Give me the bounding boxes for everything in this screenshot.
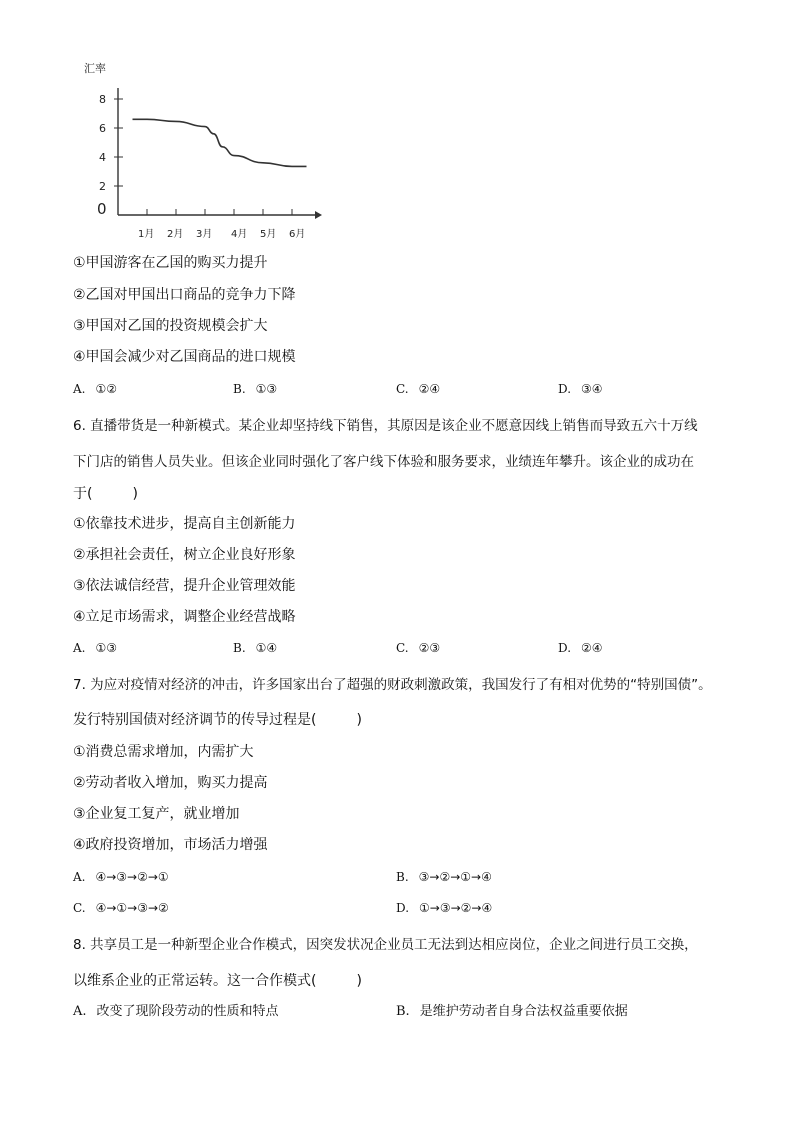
q6-statement-2: ②承担社会责任，树立企业良好形象 (73, 547, 296, 563)
q6-statement-4: ④立足市场需求，调整企业经营战略 (73, 609, 296, 625)
exchange-rate-line (133, 119, 307, 166)
q6-option-d[interactable]: D. ②④ (558, 641, 603, 655)
y-tick-label: 2 (99, 180, 106, 193)
x-axis-arrow (315, 211, 322, 219)
y-tick-label: 6 (99, 122, 106, 135)
q6-stem-line-1: 6. 直播带货是一种新模式。某企业却坚持线下销售，其原因是该企业不愿意因线上销售而导致五六十万线 (73, 418, 698, 434)
y-tick-label: 4 (99, 151, 106, 164)
x-tick-label: 5月 (260, 229, 277, 240)
q6-option-a[interactable]: A. ①③ (73, 641, 117, 655)
y-tick-label: 8 (99, 93, 106, 106)
x-tick-group (138, 209, 305, 240)
q8-option-b[interactable]: B. 是维护劳动者自身合法权益重要依据 (396, 1004, 628, 1019)
x-tick-label: 3月 (196, 229, 213, 240)
q6-statement-3: ③依法诚信经营，提升企业管理效能 (73, 578, 296, 594)
q7-option-a[interactable]: A. ④→③→②→① (73, 870, 169, 884)
q8-stem-line-2: 以维系企业的正常运转。这一合作模式( ) (73, 973, 362, 989)
x-tick-label: 2月 (167, 229, 184, 240)
y-tick-group (97, 93, 123, 218)
y-tick-label: 0 (97, 200, 107, 218)
q5-statement-4: ④甲国会减少对乙国商品的进口规模 (73, 349, 296, 365)
q7-option-c[interactable]: C. ④→①→③→② (73, 901, 169, 915)
q5-statement-3: ③甲国对乙国的投资规模会扩大 (73, 318, 268, 334)
q7-statement-3: ③企业复工复产，就业增加 (73, 806, 240, 822)
q6-stem-line-2: 下门店的销售人员失业。但该企业同时强化了客户线下体验和服务要求，业绩连年攀升。该企业的成功在 (73, 454, 694, 470)
x-tick-label: 1月 (138, 229, 155, 240)
q5-option-b[interactable]: B. ①③ (233, 382, 278, 396)
x-tick-label: 4月 (231, 229, 248, 240)
q6-option-b[interactable]: B. ①④ (233, 641, 278, 655)
q7-statement-4: ④政府投资增加，市场活力增强 (73, 837, 268, 853)
q7-stem-line-2: 发行特别国债对经济调节的传导过程是( ) (73, 712, 362, 728)
q5-option-d[interactable]: D. ③④ (558, 382, 603, 396)
q5-statement-2: ②乙国对甲国出口商品的竞争力下降 (73, 287, 296, 303)
q7-statement-2: ②劳动者收入增加，购买力提高 (73, 775, 268, 791)
q5-option-a[interactable]: A. ①② (73, 382, 117, 396)
q7-option-d[interactable]: D. ①→③→②→④ (396, 901, 493, 915)
x-tick-label: 6月 (289, 229, 306, 240)
y-axis-label: 汇率 (84, 62, 106, 75)
q6-option-c[interactable]: C. ②③ (396, 641, 441, 655)
exchange-rate-chart (70, 52, 340, 247)
q8-option-a[interactable]: A. 改变了现阶段劳动的性质和特点 (73, 1004, 279, 1019)
q8-stem-line-1: 8. 共享员工是一种新型企业合作模式，因突发状况企业员工无法到达相应岗位，企业之间进行员工交换， (73, 937, 698, 953)
q6-statement-1: ①依靠技术进步，提高自主创新能力 (73, 516, 296, 532)
q5-statement-1: ①甲国游客在乙国的购买力提升 (73, 255, 268, 271)
q5-option-c[interactable]: C. ②④ (396, 382, 441, 396)
q7-stem-line-1: 7. 为应对疫情对经济的冲击，许多国家出台了超强的财政刺激政策，我国发行了有相对优势的“特别国债”。 (73, 677, 712, 693)
q7-statement-1: ①消费总需求增加，内需扩大 (73, 744, 254, 760)
q6-stem-line-3: 于( ) (73, 486, 138, 502)
q7-option-b[interactable]: B. ③→②→①→④ (396, 870, 492, 884)
